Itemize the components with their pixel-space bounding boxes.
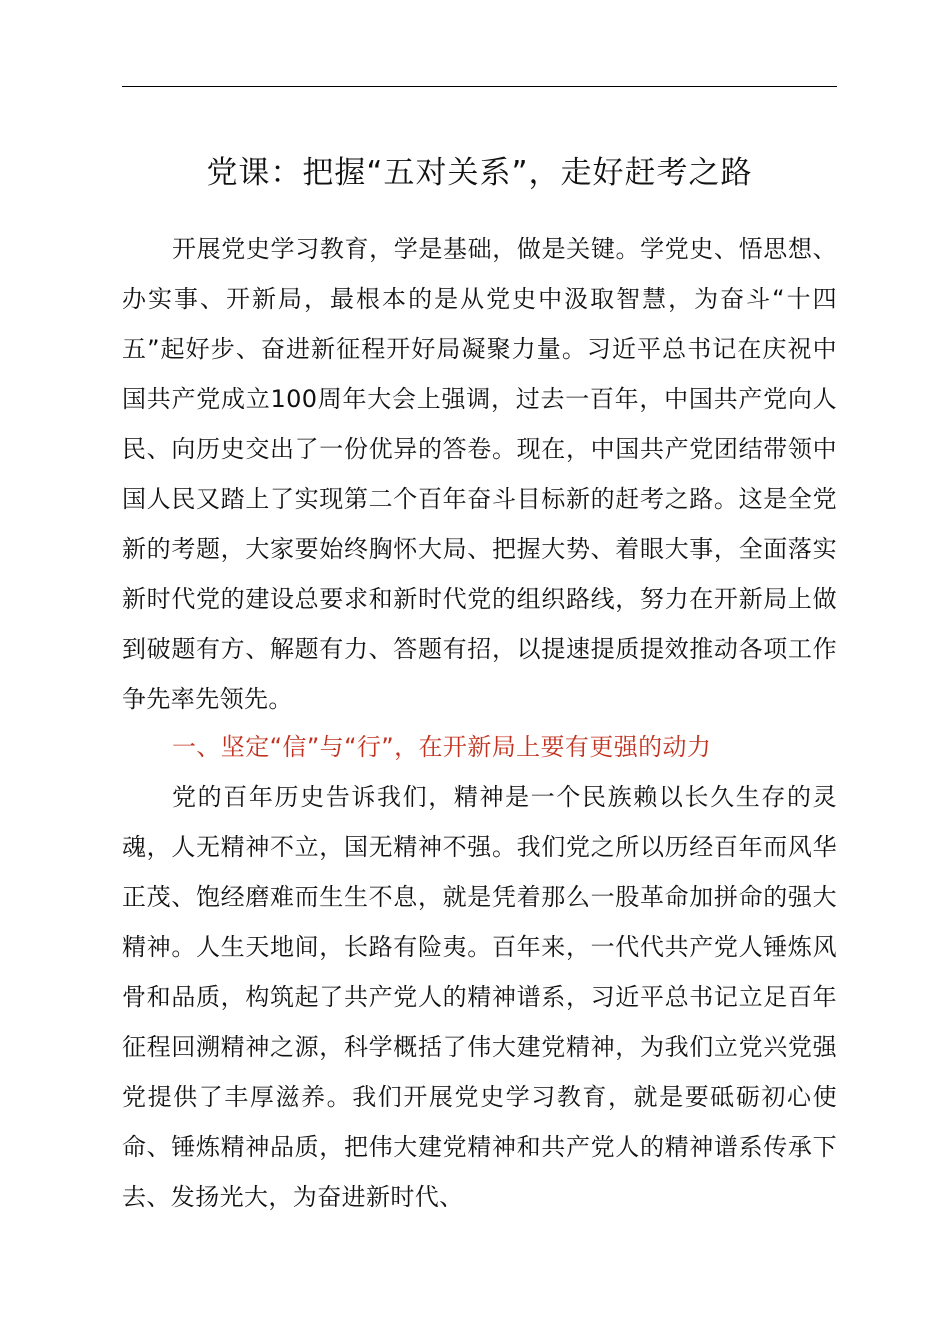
document-title: 党课：把握“五对关系”，走好赶考之路 <box>206 155 753 191</box>
section-heading-1: 一、坚定“信”与“行”，在开新局上要有更强的动力 <box>172 733 712 761</box>
section-1-paragraph: 党的百年历史告诉我们，精神是一个民族赖以长久生存的灵魂，人无精神不立，国无精神不强。我们党之所以历经百年而风华正茂、饱经磨难而生生不息，就是凭着那么一股革命加拼命的强大精神。人生天地间，长路有险夷。百年来，一代代共产党人锤炼风骨和品质，构筑起了共产党人的精神谱系，习近平总书记立足百年征程回溯精神之源，科学概括了伟大建党精神，为我们立党兴党强党提供了丰厚滋养。我们开展党史学习教育，就是要砥砺初心使命、锤炼精神品质，把伟大建党精神和共产党人的精神谱系传承下去、发扬光大，为奋进新时代、 <box>122 783 837 1211</box>
header-rule <box>122 86 837 87</box>
intro-paragraph: 开展党史学习教育，学是基础，做是关键。学党史、悟思想、办实事、开新局，最根本的是从党史中汲取智慧，为奋斗“十四五”起好步、奋进新征程开好局凝聚力量。习近平总书记在庆祝中国共产党成立100周年大会上强调，过去一百年，中国共产党向人民、向历史交出了一份优异的答卷。现在，中国共产党团结带领中国人民又踏上了实现第二个百年奋斗目标新的赶考之路。这是全党新的考题，大家要始终胸怀大局、把握大势、着眼大事，全面落实新时代党的建设总要求和新时代党的组织路线，努力在开新局上做到破题有方、解题有力、答题有招，以提速提质提效推动各项工作争先率先领先。 <box>122 235 837 713</box>
